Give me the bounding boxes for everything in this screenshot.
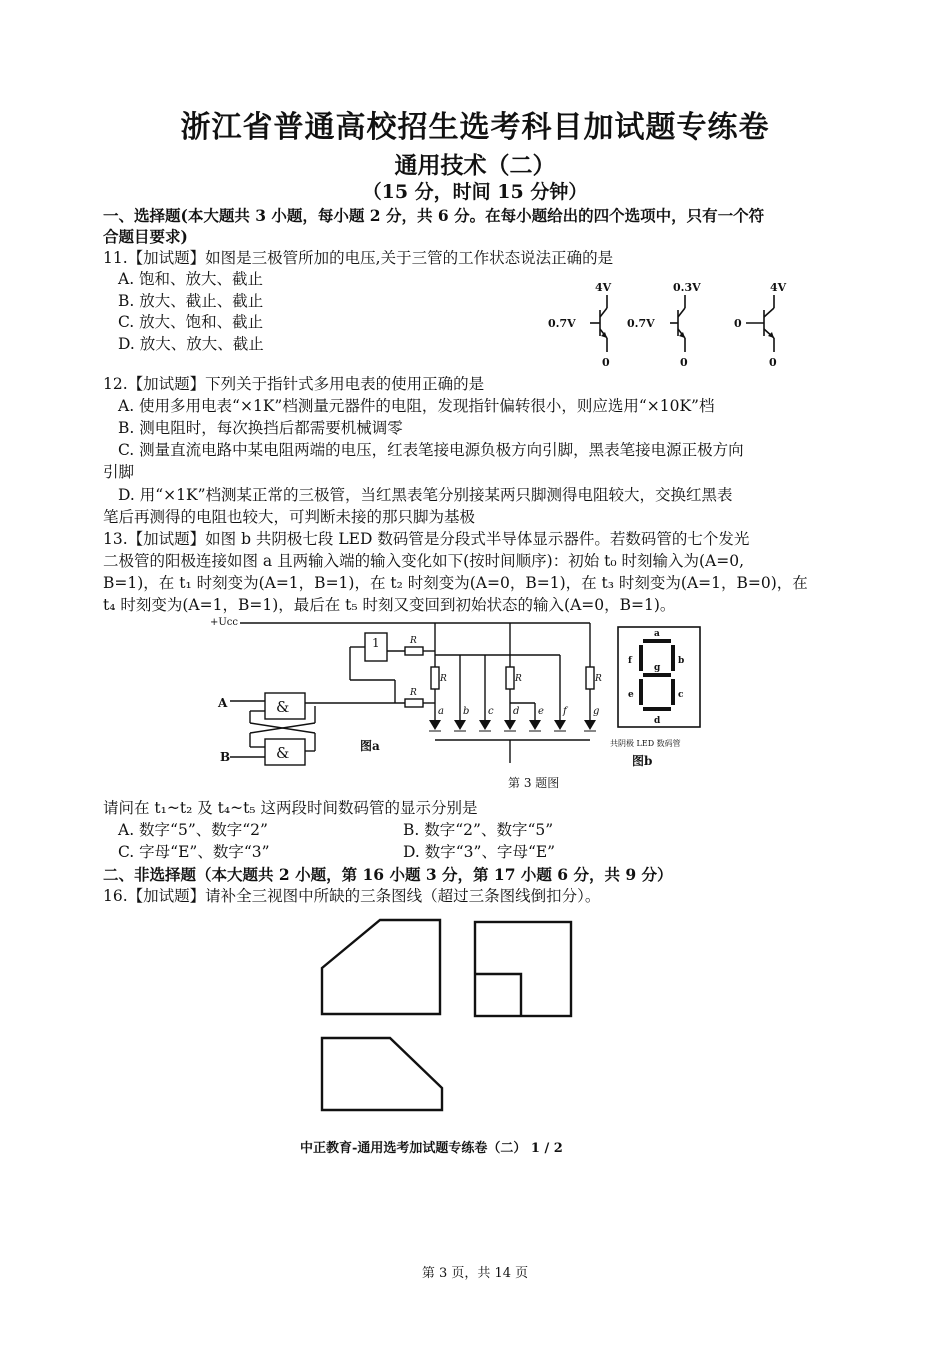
segment-label-e: e bbox=[538, 706, 544, 717]
q12-option-d-cont: 笔后再测得的电阻也较大，可判断未接的那只脚为基极 bbox=[103, 508, 476, 526]
page-title: 浙江省普通高校招生选考科目加试题专练卷 bbox=[180, 110, 770, 145]
q13-circuit-diagram bbox=[210, 615, 610, 795]
resistor-label-2: R bbox=[410, 688, 417, 698]
segment-label-f: f bbox=[563, 706, 567, 717]
t2-top-voltage: 0.3V bbox=[673, 281, 701, 294]
q11-transistor-diagram bbox=[540, 280, 800, 370]
display-seg-f: f bbox=[628, 656, 632, 666]
and-gate-1-symbol: & bbox=[276, 698, 290, 716]
segment-label-d: d bbox=[513, 706, 520, 717]
t3-top-voltage: 4V bbox=[770, 281, 787, 294]
q13-option-d: D. 数字“3”、字母“E” bbox=[403, 843, 556, 861]
display-seg-d: d bbox=[654, 716, 661, 726]
segment-label-b: b bbox=[463, 706, 470, 717]
and-gate-2-symbol: & bbox=[276, 744, 290, 762]
resistor-label-5: R bbox=[595, 674, 602, 684]
page-number: 第 3 页，共 14 页 bbox=[421, 1266, 529, 1281]
display-seg-g: g bbox=[654, 663, 661, 673]
t3-base-voltage: 0 bbox=[734, 317, 742, 330]
t1-base-voltage: 0.7V bbox=[548, 317, 576, 330]
t1-top-voltage: 4V bbox=[595, 281, 612, 294]
t3-bottom-voltage: 0 bbox=[769, 356, 777, 369]
resistor-label-3: R bbox=[440, 674, 447, 684]
q11-option-a: A. 饱和、放大、截止 bbox=[118, 270, 264, 288]
input-a-label: A bbox=[218, 696, 228, 710]
resistor-label-1: R bbox=[410, 636, 417, 646]
seven-segment-display bbox=[610, 625, 710, 770]
t2-base-voltage: 0.7V bbox=[627, 317, 655, 330]
page-subtitle: 通用技术（二） bbox=[394, 152, 556, 179]
display-seg-b: b bbox=[678, 656, 685, 666]
three-view-drawing bbox=[300, 910, 600, 1130]
q12-option-b: B. 测电阻时，每次换挡后都需要机械调零 bbox=[118, 419, 403, 437]
q11-option-c: C. 放大、饱和、截止 bbox=[118, 313, 264, 331]
q13-line4: t₄ 时刻变为(A=1，B=1)，最后在 t₅ 时刻又变回到初始状态的输入(A=0，B=1)。 bbox=[103, 596, 676, 614]
q11-option-b: B. 放大、截止、截止 bbox=[118, 292, 264, 310]
q11-option-d: D. 放大、放大、截止 bbox=[118, 335, 264, 353]
not-gate-symbol: 1 bbox=[372, 636, 380, 650]
display-seg-c: c bbox=[678, 690, 684, 700]
input-b-label: B bbox=[220, 750, 231, 764]
q12-stem: 12.【加试题】下列关于指针式多用电表的使用正确的是 bbox=[103, 375, 485, 393]
q12-option-a: A. 使用多用电表“×1K”档测量元器件的电阻，发现指针偏转很小，则应选用“×10K”档 bbox=[118, 397, 715, 415]
section1-heading: 一、选择题(本大题共 3 小题，每小题 2 分，共 6 分。在每小题给出的四个选项中，只有一个符 bbox=[103, 206, 765, 225]
q11-stem: 11.【加试题】如图是三极管所加的电压,关于三管的工作状态说法正确的是 bbox=[103, 249, 614, 267]
q13-option-a: A. 数字“5”、数字“2” bbox=[118, 821, 268, 839]
q13-line2: 二极管的阳极连接如图 a 且两输入端的输入变化如下(按时间顺序)：初始 t₀ 时刻输入为(A=0, bbox=[103, 552, 745, 570]
figure-b-label: 图b bbox=[632, 754, 653, 768]
sheet-footer: 中正教育-通用选考加试题专练卷（二） 1 / 2 bbox=[300, 1141, 563, 1156]
q12-option-c-cont: 引脚 bbox=[103, 463, 135, 481]
segment-label-c: c bbox=[488, 706, 494, 717]
q13-question: 请问在 t₁~t₂ 及 t₄~t₅ 这两段时间数码管的显示分别是 bbox=[103, 799, 478, 817]
q16-stem: 16.【加试题】请补全三视图中所缺的三条图线（超过三条图线倒扣分）。 bbox=[103, 887, 601, 905]
figure-a-label: 图a bbox=[360, 739, 380, 753]
q13-option-b: B. 数字“2”、数字“5” bbox=[403, 821, 554, 839]
q12-option-d: D. 用“×1K”档测某正常的三极管，当红黑表笔分别接某两只脚测得电阻较大，交换红黑表 bbox=[118, 486, 733, 504]
score-time: （15 分，时间 15 分钟） bbox=[362, 181, 588, 203]
section1-heading-cont: 合题目要求) bbox=[103, 227, 188, 246]
display-seg-a: a bbox=[654, 629, 660, 639]
vcc-label: +Ucc bbox=[210, 617, 239, 628]
q12-option-c: C. 测量直流电路中某电阻两端的电压，红表笔接电源负极方向引脚，黑表笔接电源正极方向 bbox=[118, 441, 744, 459]
display-caption: 共阴极 LED 数码管 bbox=[610, 739, 681, 748]
q13-line3: B=1)，在 t₁ 时刻变为(A=1，B=1)，在 t₂ 时刻变为(A=0，B=1)，在 t₃ 时刻变为(A=1，B=0)，在 bbox=[103, 574, 808, 592]
t2-bottom-voltage: 0 bbox=[680, 356, 688, 369]
display-seg-e: e bbox=[628, 690, 634, 700]
section2-heading: 二、非选择题（本大题共 2 小题，第 16 小题 3 分，第 17 小题 6 分，共 9 分） bbox=[103, 865, 673, 884]
q13-line1: 13.【加试题】如图 b 共阴极七段 LED 数码管是分段式半导体显示器件。若数码管的七个发光 bbox=[103, 530, 750, 548]
segment-label-a: a bbox=[438, 706, 444, 717]
resistor-label-4: R bbox=[515, 674, 522, 684]
t1-bottom-voltage: 0 bbox=[602, 356, 610, 369]
segment-label-g: g bbox=[593, 706, 600, 717]
q13-option-c: C. 字母“E”、数字“3” bbox=[118, 843, 270, 861]
figure-caption: 第 3 题图 bbox=[508, 776, 560, 790]
